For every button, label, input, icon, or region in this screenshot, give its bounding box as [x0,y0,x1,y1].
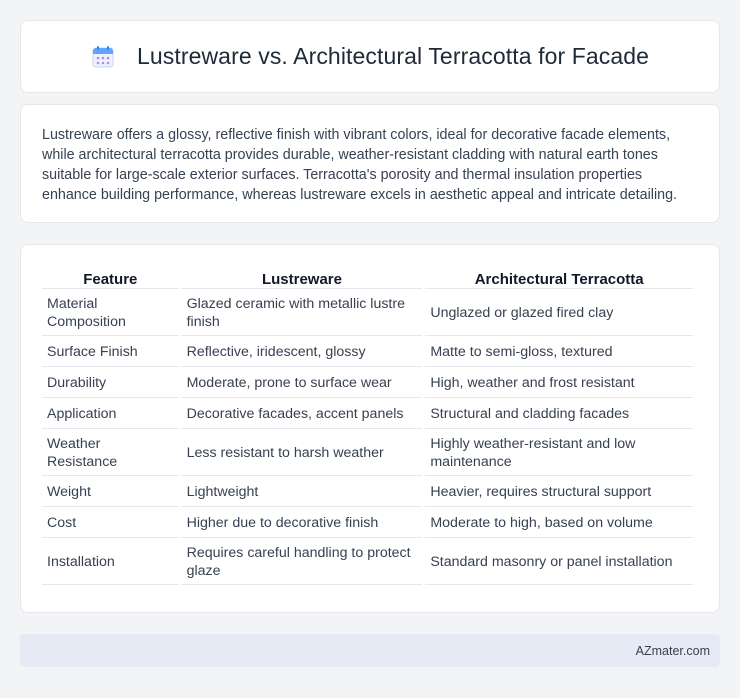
comparison-table [39,265,696,587]
feature-cell: Surface Finish [42,338,179,367]
lustreware-cell: Less resistant to harsh weather [182,431,423,476]
lustreware-cell: Moderate, prone to surface wear [182,369,423,398]
terracotta-cell: Matte to semi-gloss, textured [425,338,693,367]
feature-cell: Weather Resistance [42,431,179,476]
calendar-icon [91,45,115,69]
feature-cell: Cost [42,509,179,538]
lustreware-cell: Requires careful handling to protect glaze [182,540,423,585]
lustreware-cell: Glazed ceramic with metallic lustre finish [182,291,423,336]
table-row [42,540,693,585]
lustreware-cell: Decorative facades, accent panels [182,400,423,429]
terracotta-cell: Unglazed or glazed fired clay [425,291,693,336]
comparison-table-card [20,244,720,613]
lustreware-cell: Reflective, iridescent, glossy [182,338,423,367]
table-row [42,338,693,367]
feature-cell: Durability [42,369,179,398]
terracotta-cell: Moderate to high, based on volume [425,509,693,538]
page-title: Lustreware vs. Architectural Terracotta for Facade [136,43,650,69]
table-row [42,400,693,429]
header-feature: Feature [42,267,179,289]
table-row [42,509,693,538]
table-row [42,478,693,507]
table-row [42,369,693,398]
terracotta-cell: Structural and cladding facades [425,400,693,429]
terracotta-cell: High, weather and frost resistant [425,369,693,398]
footer [20,634,720,667]
header-lustreware: Lustreware [182,267,423,289]
table-row [42,291,693,336]
terracotta-cell: Highly weather-resistant and low maintenance [425,431,693,476]
lustreware-cell: Higher due to decorative finish [182,509,423,538]
feature-cell: Material Composition [42,291,179,336]
feature-cell: Application [42,400,179,429]
description-text: Lustreware offers a glossy, reflective finish with vibrant colors, ideal for decorative facade elements, while architectural terracotta provides durable, weather-resistant cladding with natural earth tones suitable for large-scale exterior surfaces. Terracotta's porosity and thermal insulation properties enhance building performance, whereas lustreware excels in aesthetic appeal and intricate detailing. [42,127,678,203]
table-row [42,431,693,476]
terracotta-cell: Standard masonry or panel installation [425,540,693,585]
lustreware-cell: Lightweight [182,478,423,507]
title-card [20,20,720,93]
header-terracotta: Architectural Terracotta [425,267,693,289]
feature-cell: Installation [42,540,179,585]
table-header-row [42,267,693,289]
terracotta-cell: Heavier, requires structural support [425,478,693,507]
feature-cell: Weight [42,478,179,507]
description-card [20,104,720,223]
footer-brand[interactable]: AZmater.com [635,643,710,658]
